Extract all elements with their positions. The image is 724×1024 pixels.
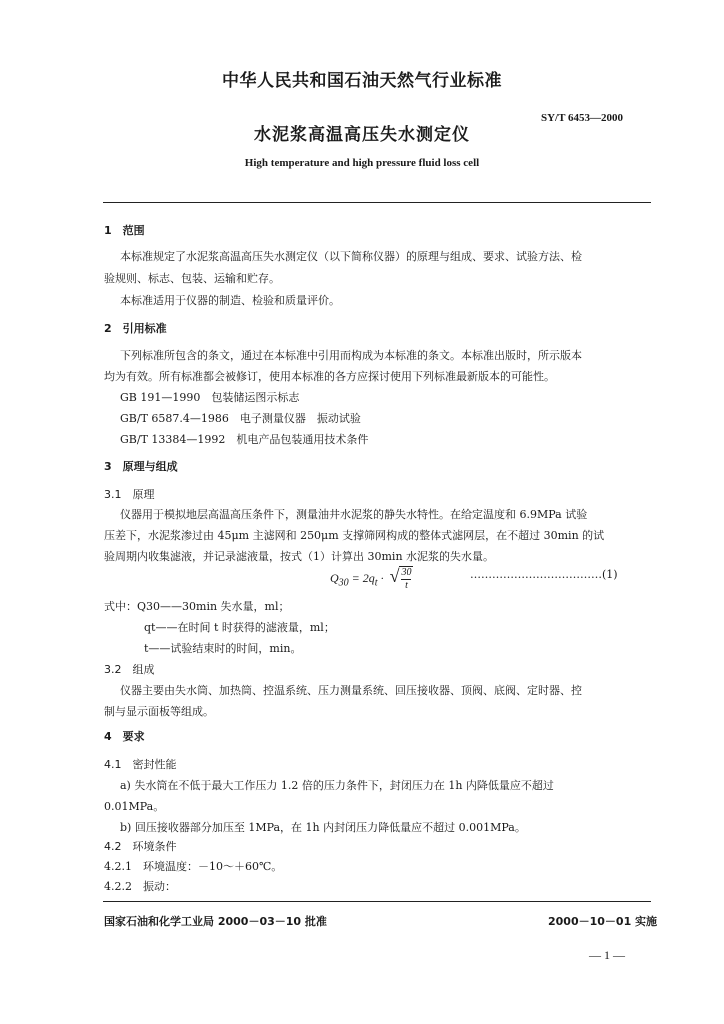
section-2-para-line-1: 下列标准所包含的条文，通过在本标准中引用而构成为本标准的条文。本标准出版时，所示版本: [120, 349, 582, 362]
fraction-numerator: 30: [401, 567, 412, 579]
section-1-heading: 1 范围: [104, 224, 145, 237]
section-3-2-line-1: 仪器主要由失水筒、加热筒、控温系统、压力测量系统、回压接收器、顶阀、底阀、定时器、控: [120, 684, 582, 697]
issuing-organization: 中华人民共和国石油天然气行业标准: [222, 71, 502, 91]
section-3-1-heading: 3.1 原理: [104, 488, 155, 501]
section-1-para-1-line-2: 验规则、标志、包装、运输和贮存。: [104, 272, 280, 285]
section-4-2-2: 4.2.2 振动：: [104, 880, 176, 893]
section-1-para-2: 本标准适用于仪器的制造、检验和质量评价。: [120, 294, 340, 307]
fraction-denominator: t: [405, 580, 408, 592]
formula-where-line-1: 式中：Q30——30min 失水量，ml；: [104, 600, 290, 613]
section-1-para-1-line-1: 本标准规定了水泥浆高温高压失水测定仪（以下简称仪器）的原理与组成、要求、试验方法、检: [120, 250, 582, 263]
section-4-heading: 4 要求: [104, 730, 145, 743]
reference-item: GB 191—1990 包装储运图示标志: [120, 391, 300, 404]
approval-date: 国家石油和化学工业局 2000－03－10 批准: [104, 915, 327, 928]
section-3-1-line-2: 压差下，水泥浆渗过由 45μm 主滤网和 250μm 支撑筛网构成的整体式滤网层，在不超过 30min 的试: [104, 529, 605, 542]
reference-item: GB/T 6587.4—1986 电子测量仪器 振动试验: [120, 412, 361, 425]
standard-number: SY/T 6453—2000: [541, 112, 624, 124]
fluid-loss-formula: [330, 566, 413, 592]
page-number: — 1 —: [589, 948, 625, 962]
formula-equals: = 2q: [348, 570, 375, 585]
formula-q-t-subscript: t: [374, 577, 378, 589]
section-3-2-line-2: 制与显示面板等组成。: [104, 705, 214, 718]
section-2-para-line-2: 均为有效。所有标准都会被修订，使用本标准的各方应探讨使用下列标准最新版本的可能性。: [104, 370, 555, 383]
section-3-1-line-1: 仪器用于模拟地层高温高压条件下，测量油井水泥浆的静失水特性。在给定温度和 6.9MPa 试验: [120, 508, 588, 521]
section-4-1-item-a-line-1: a) 失水筒在不低于最大工作压力 1.2 倍的压力条件下，封闭压力在 1h 内降低量应不超过: [120, 779, 554, 792]
radical-sign: √: [389, 566, 400, 586]
header-divider: [103, 202, 651, 203]
fraction: [399, 566, 413, 592]
square-root: [390, 566, 414, 592]
formula-where-line-3: t——试验结束时的时间，min。: [144, 642, 302, 655]
formula-where-line-2: qt——在时间 t 时获得的滤液量，ml；: [144, 621, 335, 634]
formula-dot: ·: [377, 570, 387, 585]
section-4-1-heading: 4.1 密封性能: [104, 758, 177, 771]
section-4-2-heading: 4.2 环境条件: [104, 840, 177, 853]
implementation-date: 2000－10－01 实施: [548, 915, 658, 928]
formula-q: Q: [330, 570, 339, 585]
section-2-heading: 2 引用标准: [104, 322, 167, 335]
reference-item: GB/T 13384—1992 机电产品包装通用技术条件: [120, 433, 369, 446]
title-chinese: 水泥浆高温高压失水测定仪: [254, 125, 470, 145]
section-3-1-line-3: 验周期内收集滤液，并记录滤液量，按式（1）计算出 30min 水泥浆的失水量。: [104, 550, 495, 563]
section-4-2-1: 4.2.1 环境温度：－10～＋60℃。: [104, 860, 283, 873]
formula-number: ………………………………(1): [470, 568, 618, 581]
section-4-1-item-a-line-2: 0.01MPa。: [104, 800, 165, 813]
footer-divider: [103, 901, 651, 902]
section-3-2-heading: 3.2 组成: [104, 663, 155, 676]
title-english: High temperature and high pressure fluid loss cell: [244, 157, 480, 169]
section-3-heading: 3 原理与组成: [104, 460, 178, 473]
formula-q-subscript: 30: [338, 577, 349, 589]
section-4-1-item-b: b) 回压接收器部分加压至 1MPa，在 1h 内封闭压力降低量应不超过 0.001MPa。: [120, 821, 526, 834]
